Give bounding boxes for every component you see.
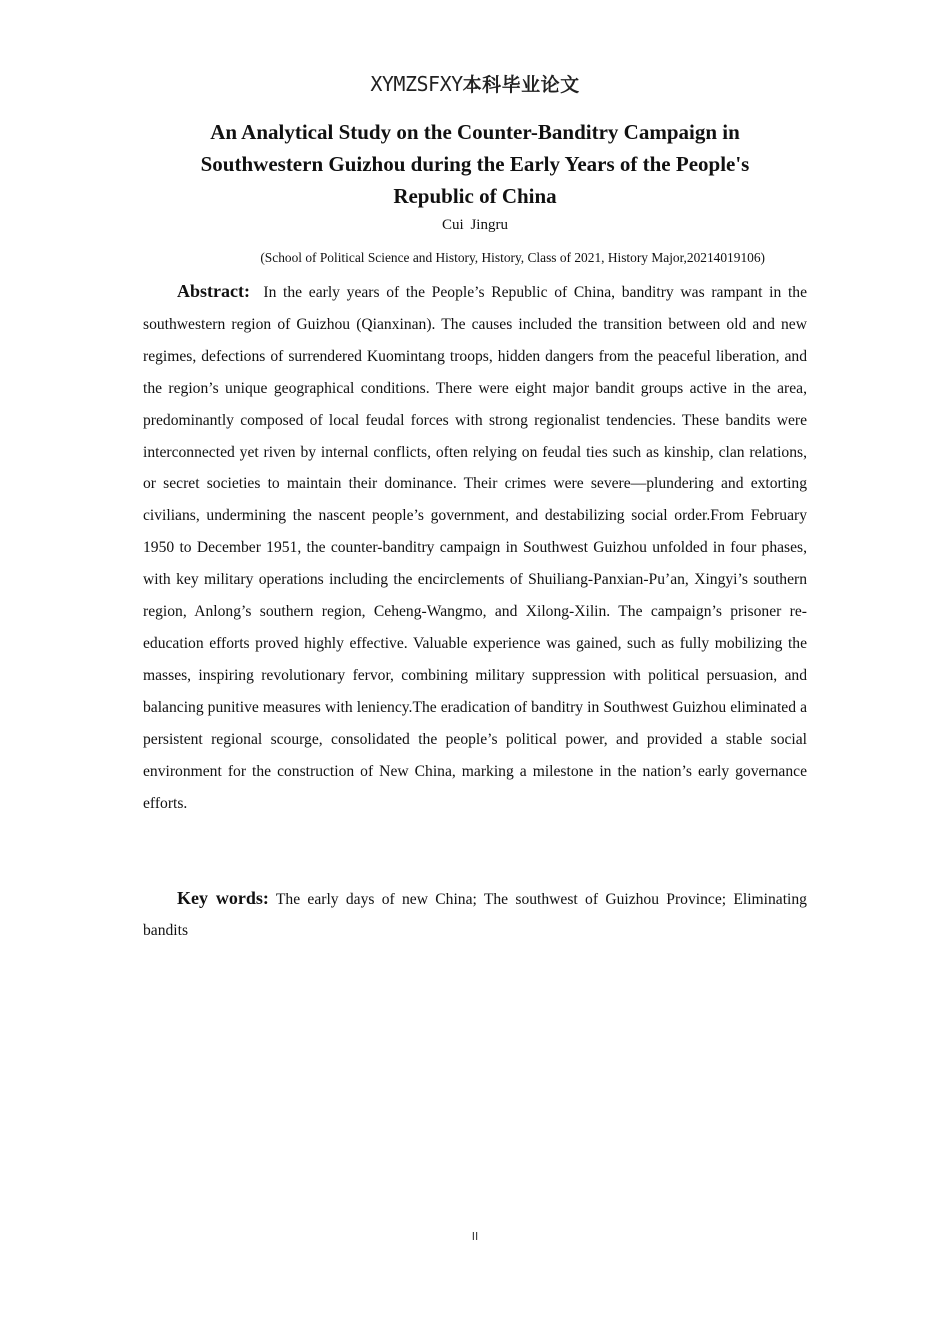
paper-title: An Analytical Study on the Counter-Banditry Campaign in Southwestern Guizhou during the Early Years of the People's Republic of China [200,120,750,208]
author-affiliation: (School of Political Science and History, History, Class of 2021, History Major,20214019106) [260,250,765,265]
abstract-body: In the early years of the People’s Republic of China, banditry was rampant in the southwestern region of Guizhou (Qianxinan). The causes included the transition between old and new regimes, defections of surrendered Kuomintang troops, hidden dangers from the peaceful liberation, and the region’s unique geographical conditions. There were eight major bandit groups active in the area, predominantly composed of local feudal forces with strong regionalist tendencies. These bandits were interconnected yet riven by internal conflicts, often relying on feudal ties such as kinship, clan relations, or secret societies to maintain their dominance. Their crimes were severe—plundering and extorting civilians, undermining the nascent people’s government, and destabilizing social order.From February 1950 to December 1951, the counter-banditry campaign in Southwest Guizhou unfolded in four phases, with key military operations including the encirclements of Shuiliang-Panxian-Pu’an, Xingyi’s southern region, Anlong’s southern region, Ceheng-Wangmo, and Xilong-Xilin. The campaign’s prisoner re-education efforts proved highly effective. Valuable experience was gained, such as fully mobilizing the masses, inspiring revolutionary fervor, combining military suppression with political persuasion, and balancing punitive measures with leniency.The eradication of banditry in Southwest Guizhou eliminated a persistent regional scourge, consolidated the people’s political power, and provided a stable social environment for the construction of New China, marking a milestone in the nation’s early governance efforts. [143,284,807,812]
header-abbreviation: XYMZSFXY [370,72,463,96]
author-name: Cui Jingru [442,217,508,233]
keywords-body: The early days of new China; The southwest of Guizhou Province; Eliminating bandits [143,891,807,939]
abstract-paragraph [143,276,807,819]
running-header [0,70,950,97]
header-thesis-label: 本科毕业论文 [462,74,580,96]
page-number: II [471,1230,479,1243]
keywords-label: Key words: [177,888,269,908]
keywords-paragraph [143,883,807,946]
abstract-label: Abstract: [177,281,250,301]
